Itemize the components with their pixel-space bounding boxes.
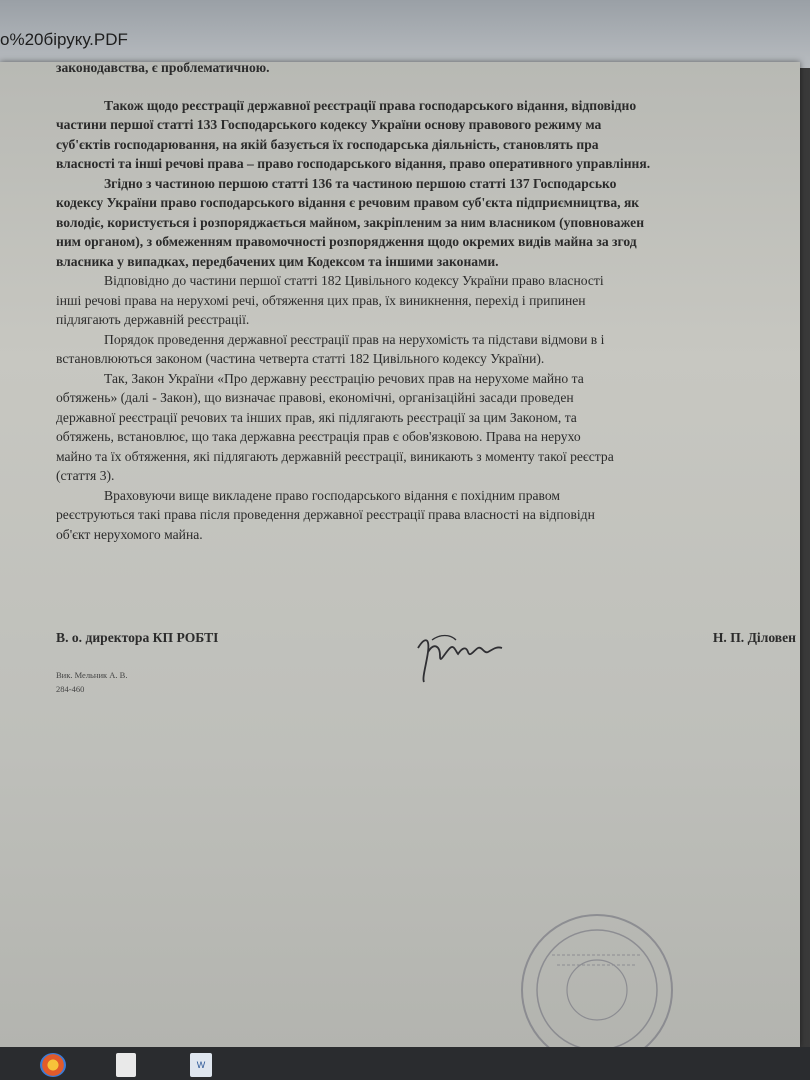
paragraph-line: (стаття 3). [56, 468, 115, 483]
paragraph-line: власності та інші речові права – право господарського відання, право оперативного управління. [56, 156, 651, 171]
paragraph-line: встановлюються законом (частина четверта статті 182 Цивільного кодексу України). [56, 351, 545, 366]
document-icon[interactable] [116, 1053, 136, 1077]
paragraph-line: ним органом), з обмеженням правомочності розпорядження щодо окремих видів майна за згод [56, 234, 637, 249]
paragraph-line: власника у випадках, передбачених цим Кодексом та іншими законами. [56, 253, 499, 269]
paragraph-line: державної реєстрації речових та інших прав, які підлягають реєстрації за цим Законом, та [56, 409, 577, 425]
paragraph-1 [56, 96, 796, 174]
paragraph-4 [56, 330, 796, 369]
paragraph-line: реєструються такі права після проведення державної реєстрації права власності на відповідн [56, 507, 595, 522]
first-line: законодавства, є проблематичною. [56, 60, 270, 75]
signatory-position: В. о. директора КП РОБТІ [56, 630, 219, 645]
paragraph-line: Порядок проведення державної реєстрації прав на нерухомість та підстави відмови в і [104, 331, 605, 347]
paragraph-line: підлягають державній реєстрації. [56, 312, 250, 327]
signatory-name: Н. П. Діловен [712, 630, 796, 645]
word-icon[interactable] [190, 1053, 212, 1077]
paragraph-line: суб'єктів господарювання, на якій базується їх господарська діяльність, становлять пра [56, 136, 599, 152]
browser-icon[interactable] [40, 1053, 66, 1077]
paragraph-6 [56, 486, 796, 545]
paragraph-line: Враховуючи вище викладене право господарського відання є похідним правом [104, 487, 560, 503]
paragraph-line: кодексу України право господарського відання є речовим правом суб'єкта підприємництва, як [56, 195, 640, 210]
paragraph-3 [56, 271, 796, 330]
paragraph-line: володіє, користується і розпоряджається майном, закріпленим за ним власником (уповноважен [56, 214, 645, 230]
executor-phone: 284-460 [56, 684, 85, 694]
paragraph-2 [56, 174, 796, 272]
paragraph-line: Згідно з частиною першою статті 136 та частиною першою статті 137 Господарсько [104, 175, 617, 191]
window-title: o%20біруку.PDF [0, 30, 128, 49]
paragraph-line: Відповідно до частини першої статті 182 Цивільного кодексу України право власності [104, 273, 604, 288]
document-body [56, 58, 796, 544]
paragraph-line: інші речові права на нерухомі речі, обтяження цих прав, їх виникнення, перехід і припинен [56, 292, 586, 308]
official-stamp-seal [512, 905, 682, 1055]
taskbar [0, 1047, 810, 1080]
paragraph-line: обтяжень, встановлює, що така державна реєстрація прав є обов'язковою. Права на нерухо [56, 429, 581, 444]
handwritten-signature [410, 618, 510, 688]
paragraph-line: об'єкт нерухомого майна. [56, 526, 203, 542]
executor-name: Вик. Мельник А. В. [56, 670, 128, 680]
paragraph-line: обтяжень» (далі - Закон), що визначає правові, економічні, організаційні засади проведен [56, 390, 574, 405]
paragraph-line: Так, Закон України «Про державну реєстрацію речових прав на нерухоме майно та [104, 370, 584, 386]
paragraph-line: майно та їх обтяження, які підлягають державній реєстрації, виникають з моменту такої реєстра [56, 448, 614, 464]
paragraph-5 [56, 369, 796, 486]
paragraph-line: Також щодо реєстрації державної реєстрації права господарського відання, відповідно [104, 97, 637, 113]
executor-info [56, 668, 127, 696]
paragraph-line: частини першої статті 133 Господарського кодексу України основу правового режиму ма [56, 117, 602, 132]
word-icon-label: W [196, 1060, 206, 1070]
